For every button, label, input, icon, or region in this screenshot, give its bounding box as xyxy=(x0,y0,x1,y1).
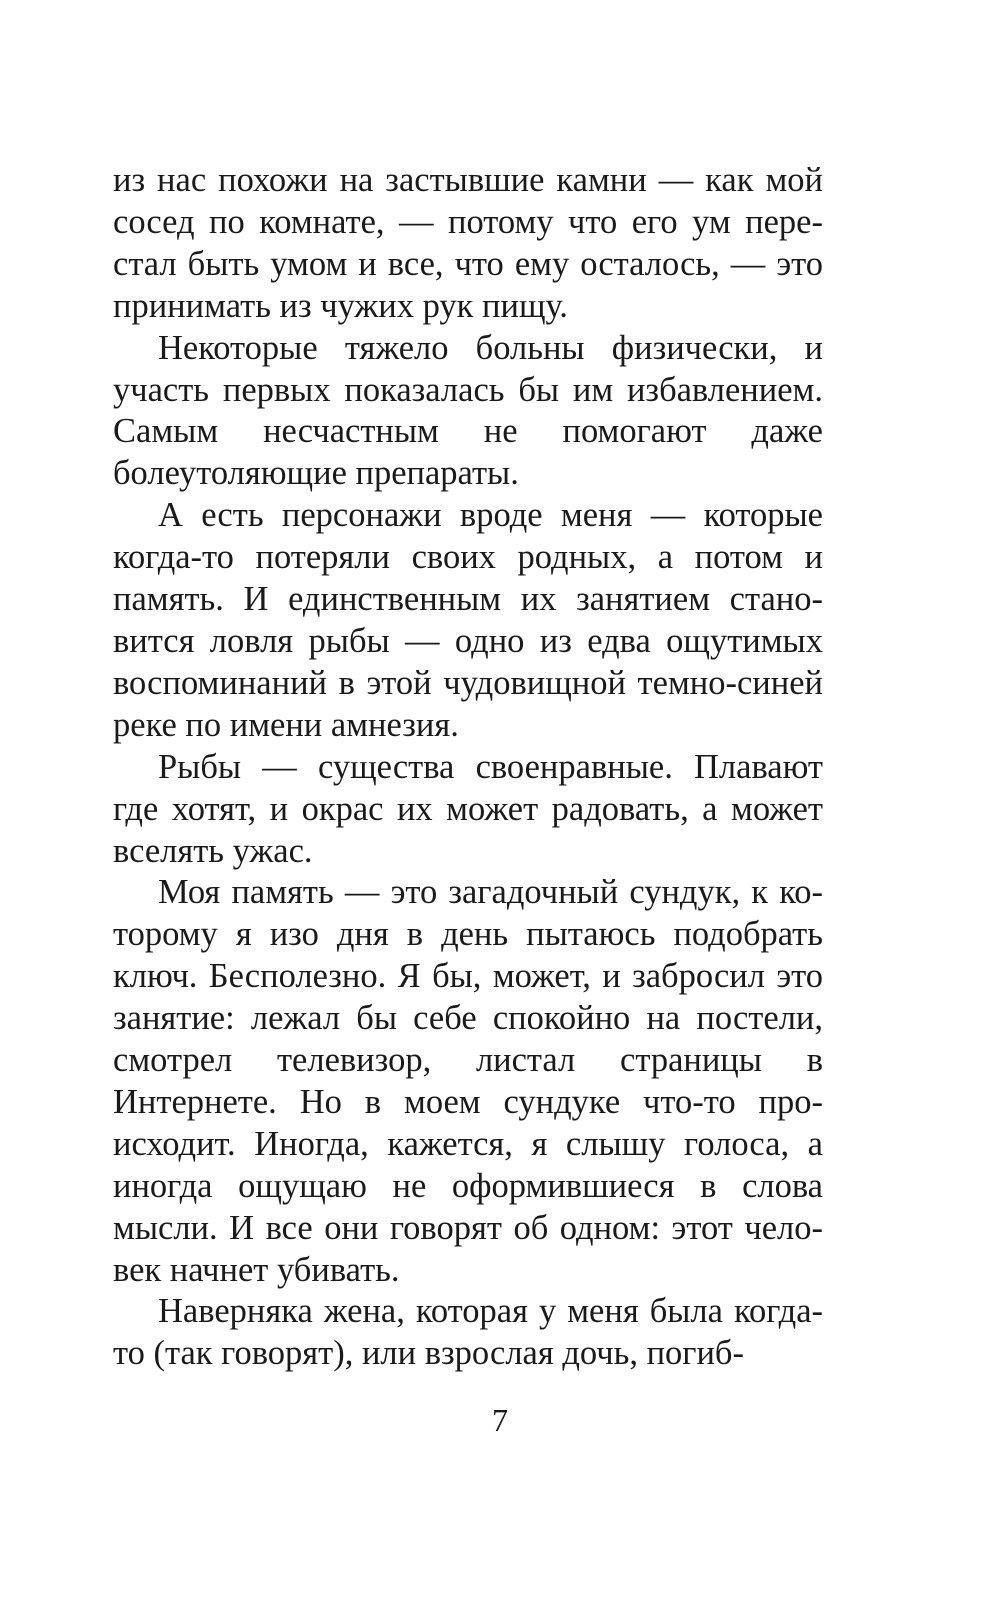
page-number: 7 xyxy=(492,1402,508,1438)
paragraph-1: из нас похожи на застывшие камни — как мой сосед по комнате, — потому что его ум перестал быть умом и все, что ему осталось, — это принимать из чужих рук пищу. xyxy=(113,161,823,325)
paragraph-2: Некоторые тяжело больны физически, и участь первых показалась бы им избавлением. Самым несчастным не помогают даже болеутоляющие препараты. xyxy=(113,328,823,493)
body-text xyxy=(113,160,823,1375)
paragraph-4: Рыбы — существа своенравные. Плавают где хотят, и окрас их может радовать, а может вселять ужас. xyxy=(113,747,823,870)
paragraph-6: Наверняка жена, которая у меня была когда-то (так говорят), или взрослая дочь, погиб- xyxy=(113,1292,823,1373)
paragraph-3: А есть персонажи вроде меня — которые когда-то потеряли своих родных, а потом и память. И единственным их занятием становится ловля рыбы — одно из едва ощутимых воспоминаний в этой чудовищной темно-синей реке по имени амнезия. xyxy=(113,496,823,744)
paragraph-5: Моя память — это загадочный сундук, к которому я изо дня в день пытаюсь подобрать ключ. Бесполезно. Я бы, может, и забросил это занятие: лежал бы себе спокойно на постели, смотрел телевизор, листал страницы в Интернете. Но в моем сундуке что-то происходит. Иногда, кажется, я слышу голоса, а иногда ощущаю не оформившиеся в слова мысли. И все они говорят об одном: этот человек начнет убивать. xyxy=(113,873,823,1289)
